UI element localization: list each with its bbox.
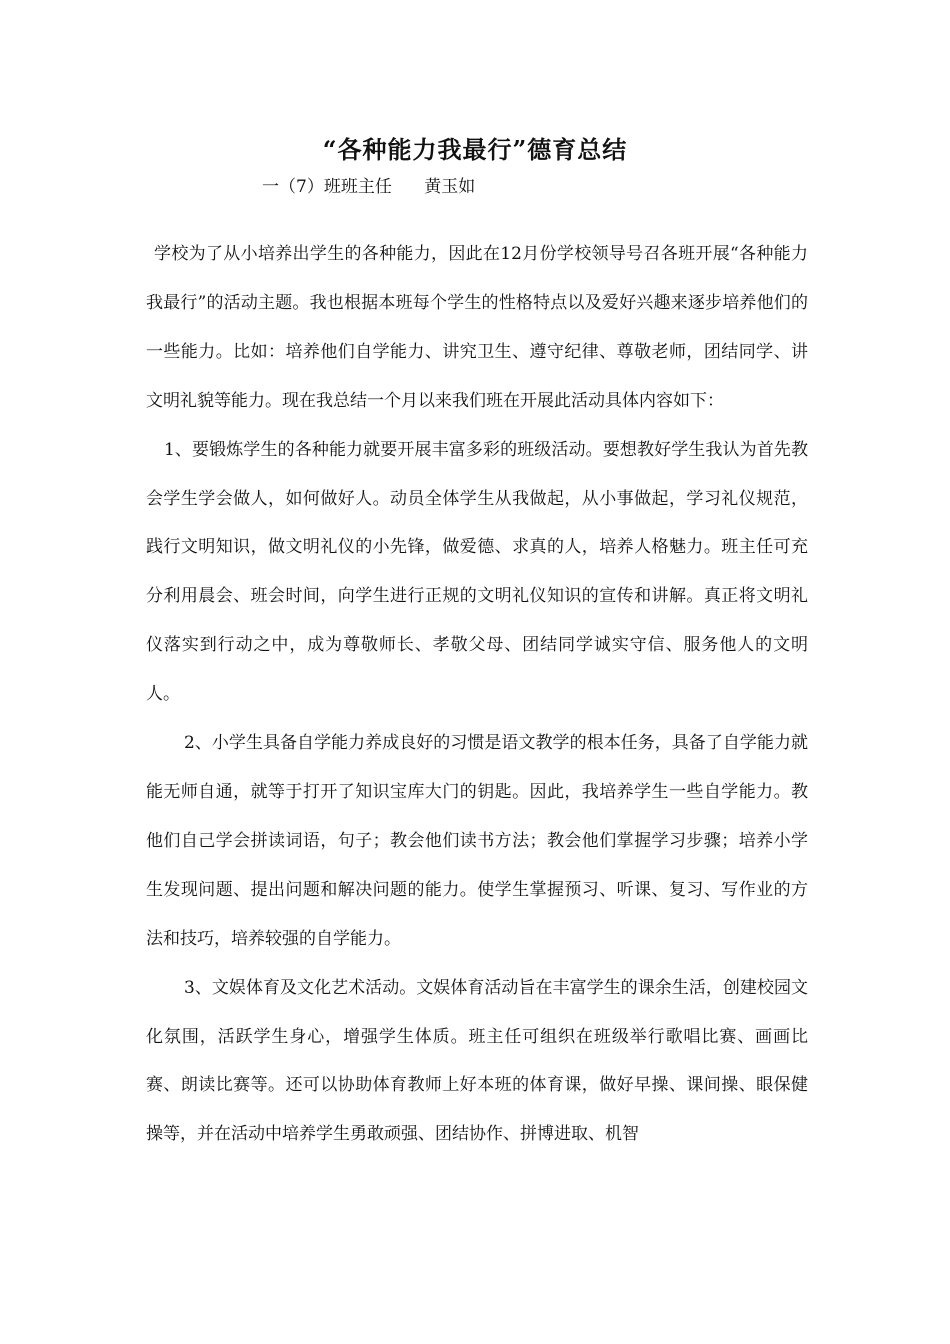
paragraph-item-2: 2、小学生具备自学能力养成良好的习惯是语文教学的根本任务，具备了自学能力就能无师自通，就等于打开了知识宝库大门的钥匙。因此，我培养学生一些自学能力。教他们自己学会拼读词语，句子；教会他们读书方法；教会他们掌握学习步骤；培养小学生发现问题、提出问题和解决问题的能力。使学生掌握预习、听课、复习、写作业的方法和技巧，培养较强的自学能力。 [146, 733, 808, 949]
document-title: “各种能力我最行”德育总结 [322, 135, 628, 164]
document-body [146, 230, 808, 1159]
paragraph-item-1: 1、要锻炼学生的各种能力就要开展丰富多彩的班级活动。要想教好学生我认为首先教会学生学会做人，如何做好人。动员全体学生从我做起，从小事做起，学习礼仪规范，践行文明知识，做文明礼仪的小先锋，做爱德、求真的人，培养人格魅力。班主任可充分利用晨会、班会时间，向学生进行正规的文明礼仪知识的宣传和讲解。真正将文明礼仪落实到行动之中，成为尊敬师长、孝敬父母、团结同学诚实守信、服务他人的文明人。 [146, 439, 808, 705]
paragraph-item-3: 3、文娱体育及文化艺术活动。文娱体育活动旨在丰富学生的课余生活，创建校园文化氛围，活跃学生身心，增强学生体质。班主任可组织在班级举行歌唱比赛、画画比赛、朗读比赛等。还可以协助体育教师上好本班的体育课，做好早操、课间操、眼保健操等，并在活动中培养学生勇敢顽强、团结协作、拼博进取、机智 [146, 977, 808, 1145]
document-byline: 一（7）班班主任 黄玉如 [262, 177, 476, 197]
paragraph-intro: 学校为了从小培养出学生的各种能力，因此在12月份学校领导号召各班开展“各种能力我最行”的活动主题。我也根据本班每个学生的性格特点以及爱好兴趣来逐步培养他们的一些能力。比如：培养他们自学能力、讲究卫生、遵守纪律、尊敬老师，团结同学、讲文明礼貌等能力。现在我总结一个月以来我们班在开展此活动具体内容如下： [146, 244, 808, 411]
